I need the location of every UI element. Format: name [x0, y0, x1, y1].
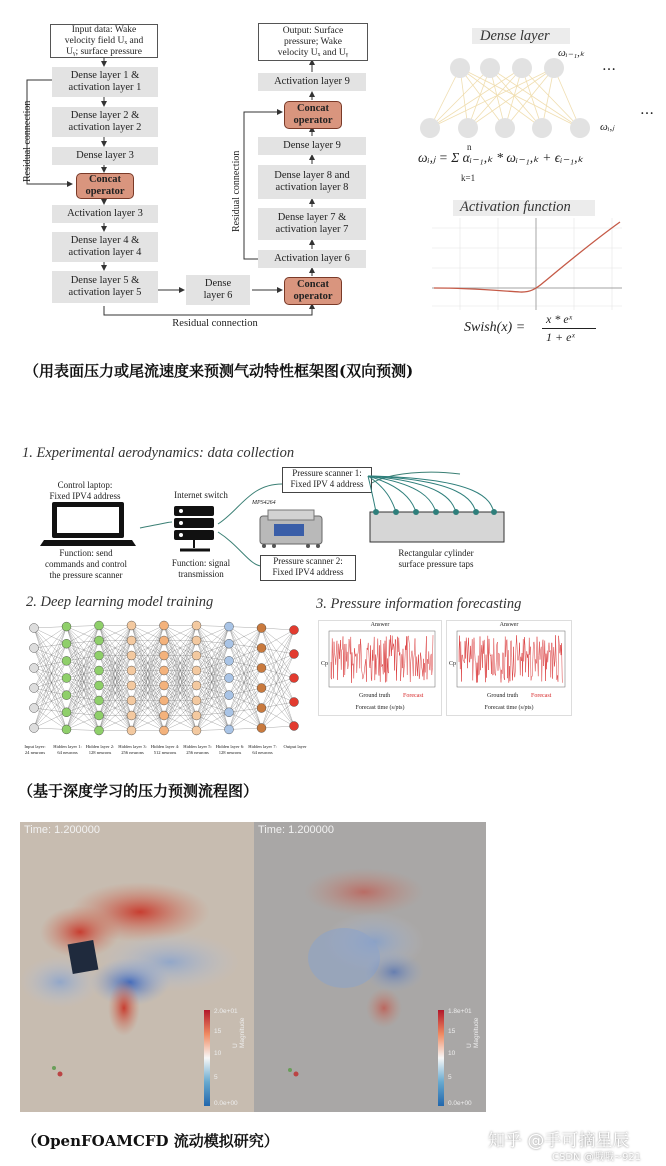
- neuron: [95, 711, 104, 720]
- neuron: [192, 651, 201, 660]
- residual-label-left: Residual connection: [22, 100, 33, 182]
- cfd-right-cb-max: 1.8e+01: [448, 1008, 472, 1015]
- neuron: [62, 674, 71, 683]
- forecast-2-plot: [455, 629, 567, 695]
- residual-label-bottom: Residual connection: [172, 318, 258, 329]
- swish-lhs: Swish(x) =: [464, 320, 526, 335]
- neuron: [192, 726, 201, 735]
- activation-layer-3-box: Activation layer 3: [52, 205, 158, 223]
- neuron: [160, 636, 169, 645]
- cfd-right-cb-min: 0.0e+00: [448, 1100, 472, 1107]
- cfd-left-cb-t3: 5: [214, 1074, 218, 1081]
- forecast-1-legend-truth: Ground truth: [359, 693, 391, 699]
- caption-pipeline: （基于深度学习的压力预测流程图）: [18, 782, 259, 800]
- cfd-right-time: Time: 1.200000: [258, 824, 335, 836]
- layer-label: Hidden layer 4: 512 neurons: [150, 744, 180, 755]
- neuron: [290, 650, 299, 659]
- cylinder-label: Rectangular cylinder surface pressure taps: [398, 548, 474, 569]
- forecast-1-ylabel: Cp: [321, 661, 329, 667]
- neuron: [62, 725, 71, 734]
- watermark-csdn: CSDN @哦哦~921: [552, 1152, 642, 1163]
- section-3-title: 3. Pressure information forecasting: [316, 596, 522, 612]
- dense-layer-3-box: Dense layer 3: [52, 147, 158, 165]
- neuron: [225, 691, 234, 700]
- forecast-1-legend-forecast: Forecast: [403, 693, 424, 699]
- concat-operator-right: Concat operator: [284, 101, 342, 129]
- neuron: [160, 621, 169, 630]
- neuron: [127, 666, 136, 675]
- layer-label: Hidden layer 6: 128 neurons: [215, 744, 245, 755]
- neuron: [127, 711, 136, 720]
- activation-layer-9-box: Activation layer 9: [258, 73, 366, 91]
- swish-fraction-bar: [542, 328, 596, 329]
- neuron: [30, 684, 39, 693]
- cfd-right-cb-t1: 15: [448, 1028, 456, 1035]
- section-1-title: 1. Experimental aerodynamics: data collection: [22, 445, 295, 461]
- neuron: [160, 726, 169, 735]
- forecast-panel-2: [446, 620, 572, 716]
- omega-top-label: ωᵢ₋₁,ₖ: [558, 47, 585, 59]
- forecast-panel-1: [318, 620, 442, 716]
- neuron: [95, 696, 104, 705]
- neuron: [160, 696, 169, 705]
- dots-bottom: …: [640, 102, 654, 118]
- residual-label-right: Residual connection: [231, 150, 242, 232]
- neuron: [30, 644, 39, 653]
- neuron: [95, 651, 104, 660]
- cfd-right-field: [254, 822, 486, 1112]
- layer-label: Hidden layer 1: 64 neurons: [53, 744, 82, 755]
- neuron: [225, 622, 234, 631]
- forecast-2-legend-truth: Ground truth: [487, 693, 519, 699]
- cfd-left-time: Time: 1.200000: [24, 824, 101, 836]
- sum-top: n: [467, 142, 472, 152]
- forecast-2-xlabel: Forecast time (s/pts): [484, 705, 534, 711]
- laptop-top-label: Control laptop: Fixed IPV4 address: [49, 480, 121, 501]
- network-layer-labels: [22, 744, 306, 760]
- forecast-series: [459, 635, 563, 683]
- activation-layer-6-box: Activation layer 6: [258, 250, 366, 268]
- switch-top-label: Internet switch: [174, 490, 228, 500]
- neuron: [95, 666, 104, 675]
- dense-layer-title: Dense layer: [480, 28, 550, 44]
- neuron: [225, 708, 234, 717]
- neuron: [95, 726, 104, 735]
- omega-bottom-label: ωᵢ,ⱼ: [600, 121, 615, 133]
- forecast-2-title: Answer: [499, 622, 519, 628]
- neuron: [192, 696, 201, 705]
- output-box: Output: Surface pressure; Wake velocity Uₓ and Uᵧ: [258, 23, 368, 61]
- swish-numerator: x * eˣ: [546, 312, 573, 326]
- cfd-left-colorbar: [204, 1010, 210, 1106]
- cfd-left-cb-t1: 15: [214, 1028, 222, 1035]
- neuron: [290, 698, 299, 707]
- neuron: [95, 621, 104, 630]
- neuron: [225, 656, 234, 665]
- neuron: [30, 624, 39, 633]
- layer-label: Hidden layer 5: 256 neurons: [183, 744, 212, 755]
- neuron: [127, 621, 136, 630]
- device-label: MPS4264: [252, 500, 276, 506]
- forecast-1-xlabel: Forecast time (s/pts): [355, 705, 405, 711]
- cfd-right-cb-t2: 10: [448, 1050, 456, 1057]
- neuron: [290, 674, 299, 683]
- dense-layer-9-box: Dense layer 9: [258, 137, 366, 155]
- laptop-bottom-label: Function: send commands and control the pressure scanner: [45, 548, 127, 580]
- dots-top: …: [602, 58, 616, 74]
- section-2-title: 2. Deep learning model training: [26, 594, 214, 610]
- neuron: [192, 681, 201, 690]
- swish-denominator: 1 + eˣ: [546, 330, 575, 344]
- neuron: [160, 666, 169, 675]
- concat-operator-left: Concat operator: [76, 173, 134, 199]
- neuron: [192, 666, 201, 675]
- cfd-right-cb-t3: 5: [448, 1074, 452, 1081]
- neuron: [257, 724, 266, 733]
- neuron: [192, 621, 201, 630]
- neuron: [225, 725, 234, 734]
- layer-label: Hidden layer 3: 256 neurons: [118, 744, 147, 755]
- forecast-1-plot: [327, 629, 437, 695]
- neuron: [257, 684, 266, 693]
- dense-layer-network: [410, 44, 666, 154]
- neuron: [95, 681, 104, 690]
- dense-layer-1-box: Dense layer 1 & activation layer 1: [52, 67, 158, 97]
- neuron: [290, 722, 299, 731]
- neuron: [160, 711, 169, 720]
- dense-layer-5-box: Dense layer 5 & activation layer 5: [52, 271, 158, 303]
- neuron: [127, 726, 136, 735]
- neuron: [225, 639, 234, 648]
- concat-operator-bottom: Concat operator: [284, 277, 342, 305]
- forecast-2-legend-forecast: Forecast: [531, 693, 552, 699]
- pressure-scanner-1-box: Pressure scanner 1: Fixed IPV 4 address: [282, 467, 372, 493]
- neuron: [290, 626, 299, 635]
- neuron: [62, 708, 71, 717]
- layer-label: Hidden layer 2: 128 neurons: [85, 744, 115, 755]
- cfd-left-cb-max: 2.0e+01: [214, 1008, 238, 1015]
- dense-equation: ωᵢ,ⱼ = Σ αᵢ₋₁,ₖ * ωᵢ₋₁,ₖ + ϵᵢ₋₁,ₖ: [418, 150, 584, 165]
- neuron: [257, 644, 266, 653]
- layer-label: Hidden layer 7: 64 neurons: [248, 744, 277, 755]
- deep-learning-network: [22, 610, 306, 745]
- forecast-1-title: Answer: [370, 622, 390, 628]
- cfd-panel-right: [254, 822, 486, 1112]
- forecast-series: [331, 635, 433, 683]
- cfd-left-cb-t2: 10: [214, 1050, 222, 1057]
- cfd-left-cb-title: U Magnitude: [232, 1017, 246, 1048]
- dense-layer-8-box: Dense layer 8 and activation layer 8: [258, 165, 366, 199]
- neuron: [95, 636, 104, 645]
- neuron: [192, 711, 201, 720]
- sum-bottom: k=1: [461, 173, 476, 183]
- neuron: [160, 681, 169, 690]
- neuron: [257, 624, 266, 633]
- forecast-2-ylabel: Cp: [449, 661, 457, 667]
- pressure-scanner-device: [254, 508, 332, 552]
- neuron: [62, 656, 71, 665]
- input-data-box: Input data: Wake velocity field Uₓ and Uᵧ; surface pressure: [50, 24, 158, 58]
- activation-title: Activation function: [460, 199, 571, 215]
- cfd-right-cb-title: U Magnitude: [466, 1017, 480, 1048]
- caption-framework: （用表面压力或尾流速度来预测气动特性框架图(双向预测): [24, 362, 414, 380]
- layer-label: Output layer: [283, 744, 307, 749]
- swish-plot: [432, 218, 622, 310]
- cylinder-pressure-taps: [362, 474, 510, 544]
- cfd-right-colorbar: [438, 1010, 444, 1106]
- neuron: [160, 651, 169, 660]
- neuron: [62, 639, 71, 648]
- layer-label: Input layer: 24 neurons: [24, 744, 46, 755]
- pressure-scanner-2-box: Pressure scanner 2: Fixed IPV4 address: [260, 555, 356, 581]
- neuron: [257, 664, 266, 673]
- neuron: [30, 704, 39, 713]
- neuron: [192, 636, 201, 645]
- neuron: [30, 724, 39, 733]
- switch-bottom-label: Function: signal transmission: [171, 558, 231, 579]
- caption-cfd: （OpenFOAMCFD 流动模拟研究）: [22, 1132, 279, 1150]
- cfd-panel-left: [20, 822, 254, 1112]
- neuron: [257, 704, 266, 713]
- neuron: [127, 651, 136, 660]
- neuron: [127, 696, 136, 705]
- dense-layer-6-box: Dense layer 6: [186, 275, 250, 305]
- dense-layer-7-box: Dense layer 7 & activation layer 7: [258, 208, 366, 240]
- dense-layer-4-box: Dense layer 4 & activation layer 4: [52, 232, 158, 262]
- neuron: [127, 681, 136, 690]
- dense-layer-2-box: Dense layer 2 & activation layer 2: [52, 107, 158, 137]
- cfd-left-field: [20, 822, 254, 1112]
- neuron: [225, 674, 234, 683]
- neuron: [62, 622, 71, 631]
- neuron: [30, 664, 39, 673]
- watermark-zhihu: 知乎 @手可摘星辰: [488, 1131, 630, 1151]
- neuron: [62, 691, 71, 700]
- neuron: [127, 636, 136, 645]
- cfd-left-cb-min: 0.0e+00: [214, 1100, 238, 1107]
